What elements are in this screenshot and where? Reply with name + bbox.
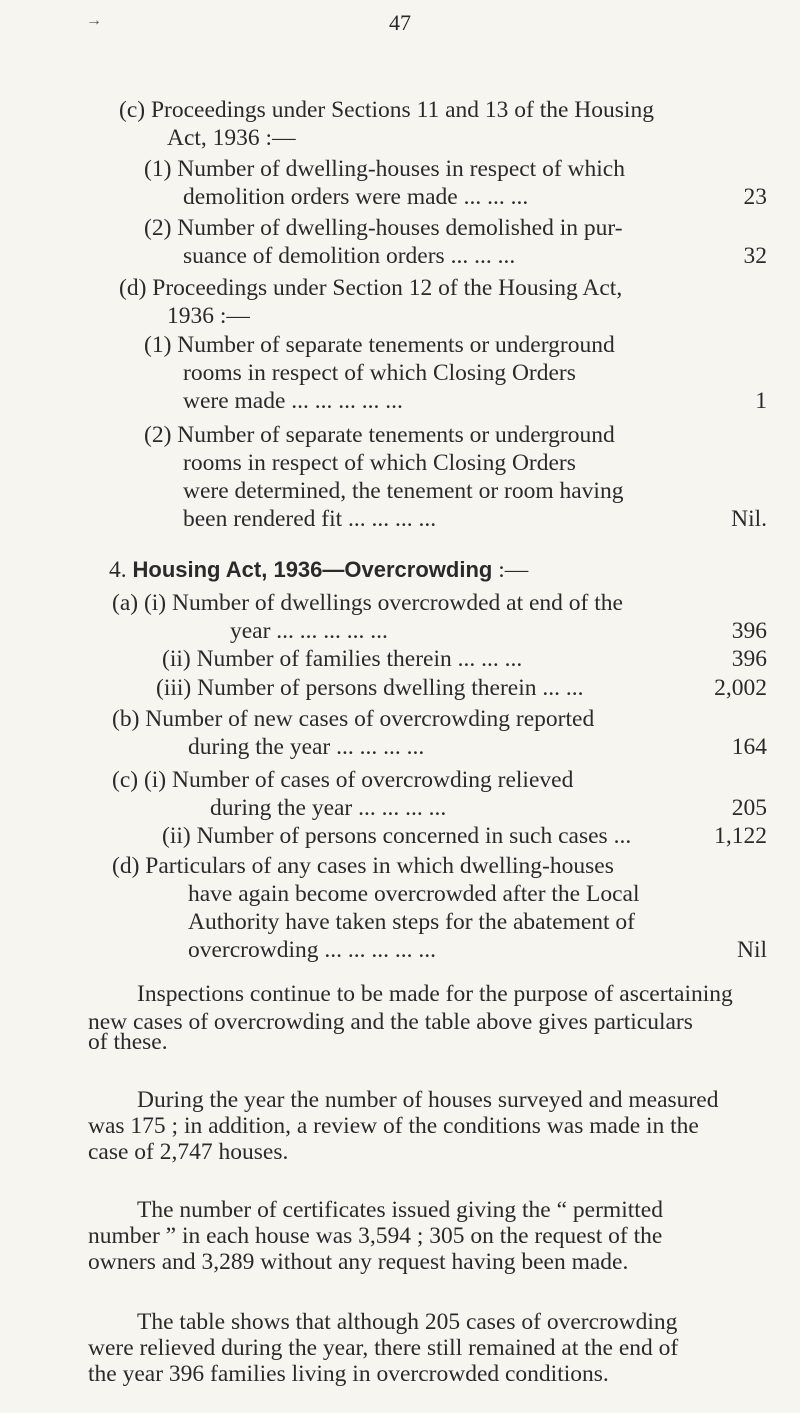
sec3c-item1-value: 23 xyxy=(743,184,767,210)
sec3d-item1-value: 1 xyxy=(755,388,767,414)
page-number: 47 xyxy=(389,10,411,35)
sec4-d-text-3: Authority have taken steps for the abatement of xyxy=(188,909,636,935)
sec4-c-ii-text: (ii) Number of persons concerned in such cases ... xyxy=(162,823,632,849)
sec3c-title: (c) Proceedings under Sections 11 and 13 of the Housing xyxy=(119,97,654,123)
sec4-d-text: (d) Particulars of any cases in which dwelling-houses xyxy=(112,853,614,879)
sec4-heading-tail: :— xyxy=(492,557,529,583)
sec4-a-ii-row xyxy=(162,645,767,673)
sec4-d-row xyxy=(188,936,767,964)
sec3c-item1-row xyxy=(183,183,767,211)
sec3c-item1-text-cont: demolition orders were made ... ... ... xyxy=(183,184,529,210)
sec3d-item1-text: (1) Number of separate tenements or underground xyxy=(144,332,615,358)
sec4-b-text-cont: during the year ... ... ... ... xyxy=(188,734,425,760)
sec3d-title-cont: 1936 :— xyxy=(167,303,250,329)
corner-mark: → xyxy=(86,12,102,29)
sec3d-item2-text: (2) Number of separate tenements or underground xyxy=(144,422,615,448)
sec4-b-text: (b) Number of new cases of overcrowding reported xyxy=(112,706,595,732)
sec3d-item1-row xyxy=(183,387,767,415)
sec3c-item2-row xyxy=(183,242,767,270)
para2-line2: was 175 ; in addition, a review of the conditions was made in the xyxy=(88,1113,699,1139)
sec4-b-value: 164 xyxy=(731,734,767,760)
para4-line3: the year 396 families living in overcrowded conditions. xyxy=(88,1361,609,1387)
sec4-a-iii-value: 2,002 xyxy=(714,675,767,701)
sec4-c-i-row xyxy=(210,794,767,822)
para3-line1: The number of certificates issued giving the “ permitted xyxy=(137,1197,663,1223)
sec3d-item1-text-3: were made ... ... ... ... ... xyxy=(183,388,403,414)
para1-line3: of these. xyxy=(88,1029,168,1055)
sec3d-item2-row xyxy=(183,505,767,533)
sec4-d-text-2: have again become overcrowded after the Local xyxy=(188,881,640,907)
sec4-a-ii-value: 396 xyxy=(731,646,767,672)
sec3d-item1-text-2: rooms in respect of which Closing Orders xyxy=(183,360,576,386)
sec4-c-i-value: 205 xyxy=(731,795,767,821)
sec3d-title: (d) Proceedings under Section 12 of the Housing Act, xyxy=(119,275,623,301)
sec3c-title-cont: Act, 1936 :— xyxy=(167,125,296,151)
para4-line2: were relieved during the year, there still remained at the end of xyxy=(88,1335,679,1361)
sec3c-item2-value: 32 xyxy=(743,243,767,269)
sec4-number: 4. xyxy=(109,557,127,583)
sec4-b-row xyxy=(188,733,767,761)
sec4-a-i-value: 396 xyxy=(731,618,767,644)
sec4-a-i-text: (a) (i) Number of dwellings overcrowded at end of the xyxy=(112,590,623,616)
sec3c-item2-text-cont: suance of demolition orders ... ... ... xyxy=(183,243,516,269)
para3-line2: number ” in each house was 3,594 ; 305 on the request of the xyxy=(88,1223,663,1249)
sec4-a-iii-row xyxy=(156,674,767,702)
sec4-c-ii-row xyxy=(162,822,767,850)
sec4-a-i-row xyxy=(230,617,767,645)
sec3d-item2-text-3: were determined, the tenement or room having xyxy=(183,478,624,504)
sec4-a-ii-text: (ii) Number of families therein ... ... ... xyxy=(162,646,523,672)
sec4-c-i-text-cont: during the year ... ... ... ... xyxy=(210,795,447,821)
sec4-d-value: Nil xyxy=(736,937,767,963)
sec4-heading: Housing Act, 1936—Overcrowding xyxy=(132,557,493,582)
sec4-a-i-text-cont: year ... ... ... ... ... xyxy=(230,618,388,644)
sec3d-item2-value: Nil. xyxy=(731,506,767,532)
para1-line2: new cases of overcrowding and the table above gives particulars xyxy=(88,1009,693,1035)
sec4-heading-line xyxy=(109,556,528,584)
sec4-c-ii-value: 1,122 xyxy=(714,823,767,849)
sec4-d-text-4: overcrowding ... ... ... ... ... xyxy=(188,937,437,963)
sec4-a-iii-text: (iii) Number of persons dwelling therein ... ... xyxy=(156,675,584,701)
para3-line3: owners and 3,289 without any request having been made. xyxy=(88,1249,629,1275)
para1-line1: Inspections continue to be made for the purpose of ascertaining xyxy=(137,981,733,1007)
para2-line3: case of 2,747 houses. xyxy=(88,1139,289,1165)
sec3d-item2-text-2: rooms in respect of which Closing Orders xyxy=(183,450,576,476)
para4-line1: The table shows that although 205 cases of overcrowding xyxy=(137,1309,678,1335)
sec3c-item1-text: (1) Number of dwelling-houses in respect of which xyxy=(144,156,625,182)
sec3c-item2-text: (2) Number of dwelling-houses demolished in pur- xyxy=(144,215,623,241)
sec3d-item2-text-4: been rendered fit ... ... ... ... xyxy=(183,506,437,532)
sec4-c-i-text: (c) (i) Number of cases of overcrowding relieved xyxy=(112,767,574,793)
para2-line1: During the year the number of houses surveyed and measured xyxy=(137,1087,719,1113)
